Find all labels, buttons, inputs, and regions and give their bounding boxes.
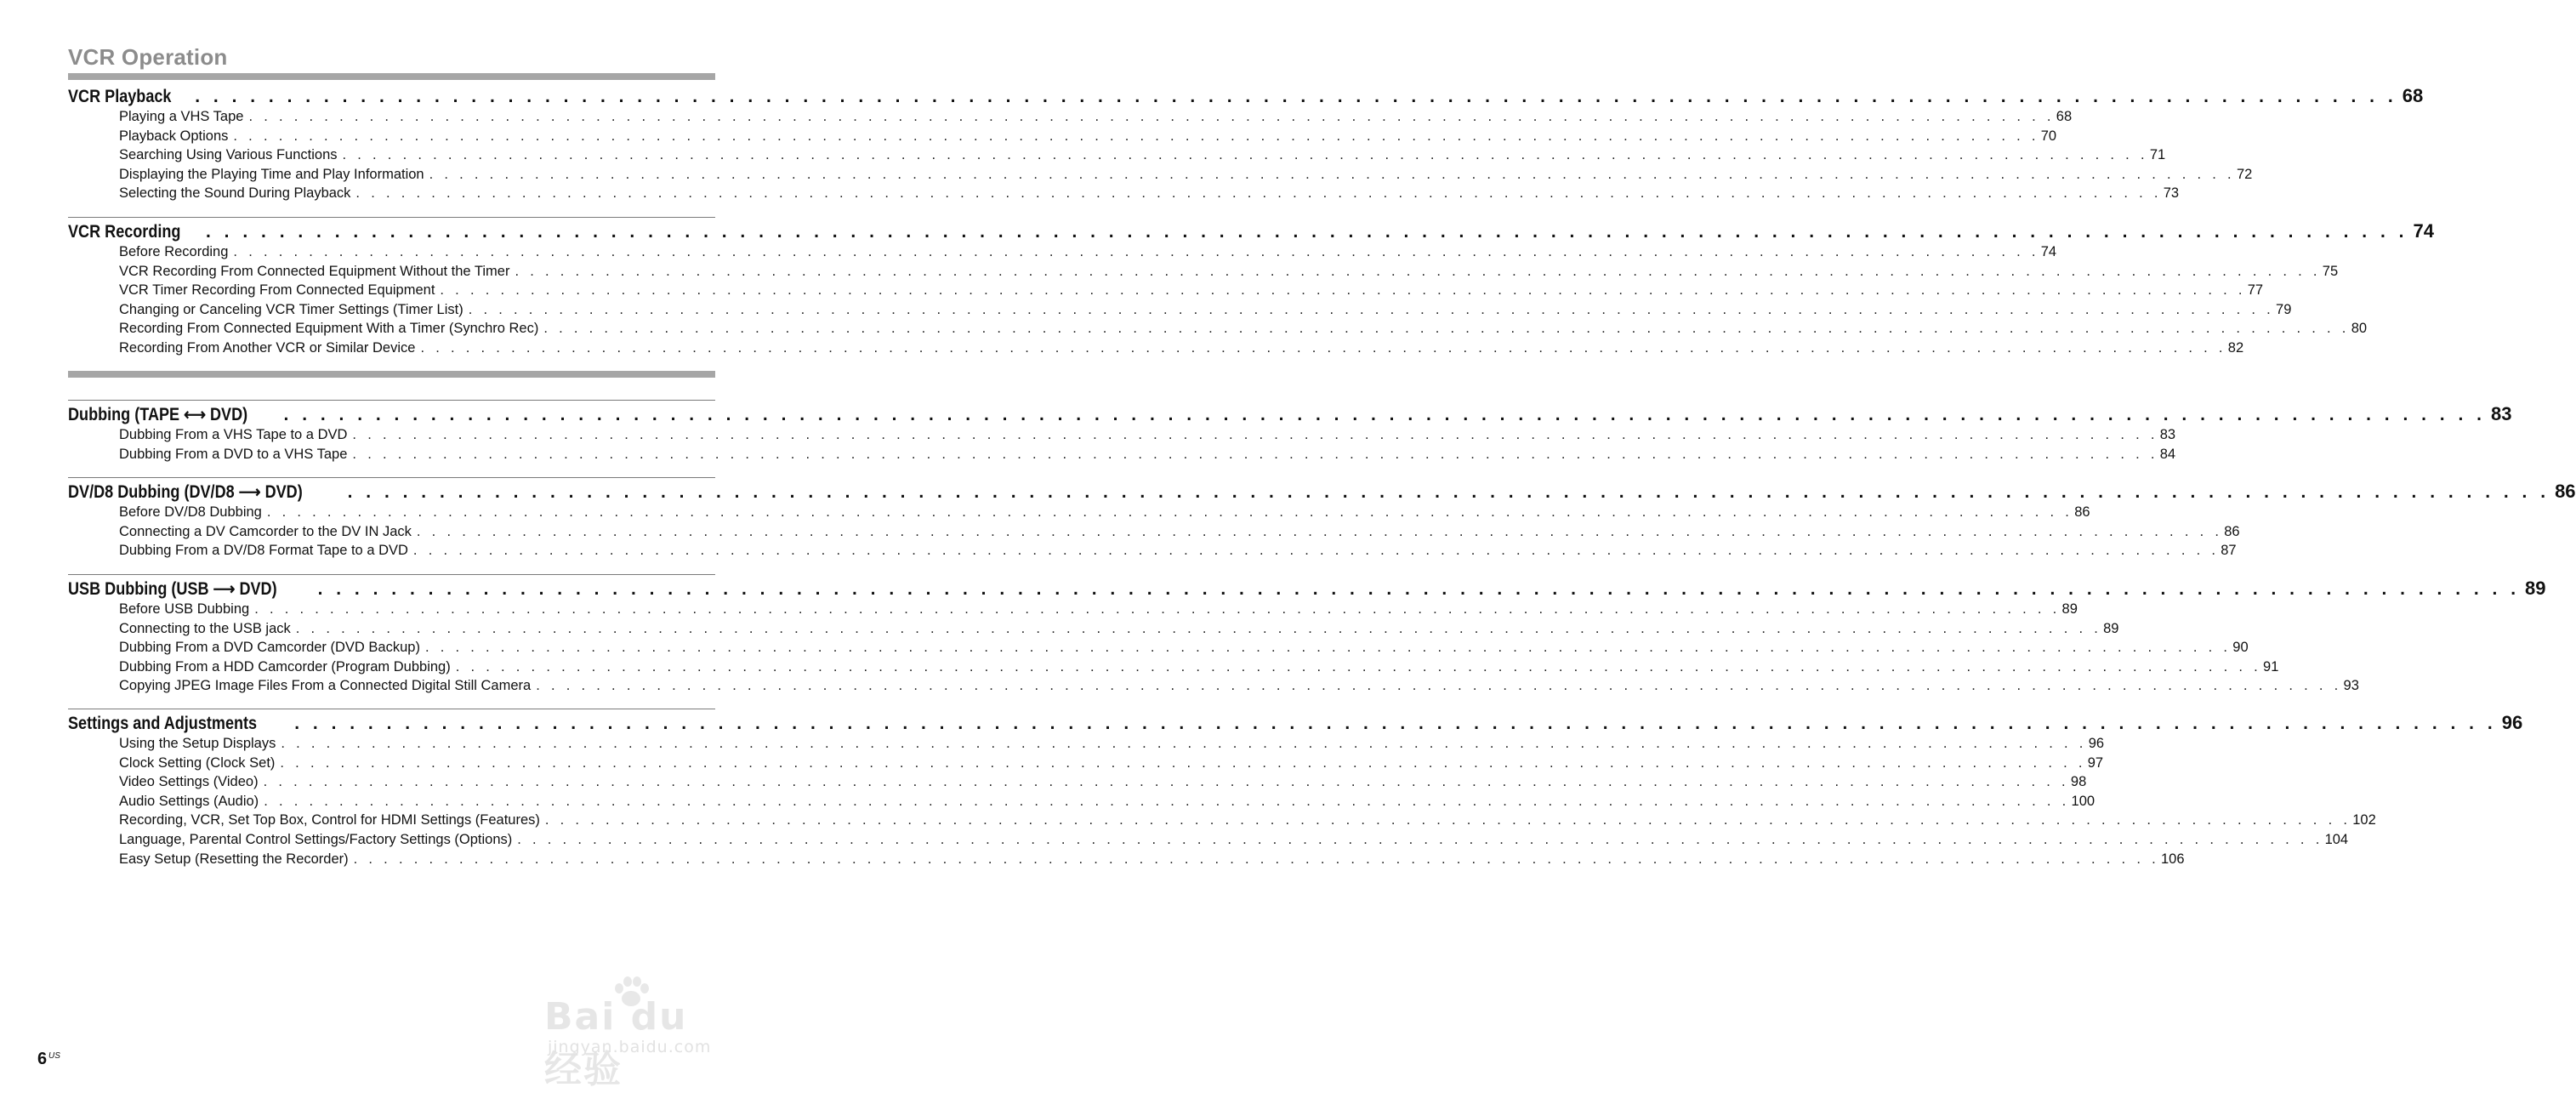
entry-label: Copying JPEG Image Files From a Connected Digital Still Camera	[119, 678, 532, 694]
dot-leader: . . . . . . . . . . . . . . . . . . . . . . . . . . . . . . . . . . . . . . . . . . . . . . . . . . . . . . . . . . . . . . . . . . . . . . . . . . . . . . . . . . . . . . . . . . . . . . . . . . . . . . . . . . . . . . . . . . . . . . . .	[254, 601, 2061, 617]
dot-leader: . . . . . . . . . . . . . . . . . . . . . . . . . . . . . . . . . . . . . . . . . . . . . . . . . . . . . . . . . . . . . . . . . . . . . . . . . . . . . . . . . . . . . . . . . . . . . . . . . . . . . . . . . . . . . . . . . . . . . . . .	[280, 754, 2086, 771]
entry-page: 82	[2227, 340, 2244, 356]
section-page: 74	[2413, 220, 2434, 242]
entry-label: Playing a VHS Tape	[119, 109, 244, 124]
section-page: 83	[2490, 403, 2512, 424]
entry-label: Selecting the Sound During Playback	[119, 185, 351, 202]
entry-page: 100	[2071, 793, 2095, 809]
toc-entry[interactable]	[119, 678, 2359, 697]
toc-entry[interactable]	[119, 504, 2090, 523]
dot-leader: . . . . . . . . . . . . . . . . . . . . . . . . . . . . . . . . . . . . . . . . . . . . . . . . . . . . . . . . . . . . . . . . . . . . . . . . . . . . . . . . . . . . . . . . . . . . . . . . . . . . . . . . . . . . . . . . . . . . . . . .	[355, 185, 2162, 202]
entry-page: 98	[2070, 774, 2087, 790]
section-title: USB Dubbing (USB ⟶ DVD)	[68, 579, 277, 599]
dot-leader: . . . . . . . . . . . . . . . . . . . . . . . . . . . . . . . . . . . . . . . . . . . . . . . . . . . . . . . . . . . . . . . . . . . . . . . . . . . . . . . . . . . . . . . . . . . . . . . . . . . . . . . . . . . . . . . . . . . . . . . .	[283, 405, 2486, 424]
entry-page: 106	[2160, 851, 2185, 867]
entry-page: 87	[2221, 543, 2237, 559]
entry-label: VCR Timer Recording From Connected Equipment	[119, 282, 435, 299]
toc-entry[interactable]	[119, 543, 2237, 561]
entry-label: VCR Recording From Connected Equipment Without the Timer	[119, 263, 510, 279]
dot-leader: . . . . . . . . . . . . . . . . . . . . . . . . . . . . . . . . . . . . . . . . . . . . . . . . . . . . . . . . . . . . . . . . . . . . . . . . . . . . . . . . . . . . . . . . . . . . . . . . . . . . . . . . . . . . . . . . . . . . . . . .	[263, 774, 2069, 790]
toc-entry[interactable]	[119, 523, 2240, 543]
entry-label: Connecting to the USB jack	[119, 620, 291, 636]
dot-leader: . . . . . . . . . . . . . . . . . . . . . . . . . . . . . . . . . . . . . . . . . . . . . . . . . . . . . . . . . . . . . . . . . . . . . . . . . . . . . . . . . . . . . . . . . . . . . . . . . . . . . . . . . . . . . . . . . . . . . . . .	[342, 147, 2148, 163]
section-rule	[68, 217, 715, 218]
dot-leader: . . . . . . . . . . . . . . . . . . . . . . . . . . . . . . . . . . . . . . . . . . . . . . . . . . . . . . . . . . . . . . . . . . . . . . . . . . . . . . . . . . . . . . . . . . . . . . . . . . . . . . . . . . . . . . . . . . . . . . . .	[347, 482, 2550, 502]
entry-page: 68	[2056, 109, 2073, 124]
toc-entry[interactable]	[119, 301, 2292, 321]
dot-leader: . . . . . . . . . . . . . . . . . . . . . . . . . . . . . . . . . . . . . . . . . . . . . . . . . . . . . . . . . . . . . . . . . . . . . . . . . . . . . . . . . . . . . . . . . . . . . . . . . . . . . . . . . . . . . . . . . . . . . . . .	[352, 427, 2158, 442]
entry-label: Before USB Dubbing	[119, 601, 250, 617]
section-page: 86	[2555, 481, 2576, 502]
entry-label: Language, Parental Control Settings/Factory Settings (Options)	[119, 832, 513, 847]
toc-entry[interactable]	[119, 640, 2249, 658]
entry-page: 77	[2247, 282, 2264, 299]
dot-leader: . . . . . . . . . . . . . . . . . . . . . . . . . . . . . . . . . . . . . . . . . . . . . . . . . . . . . . . . . . . . . . . . . . . . . . . . . . . . . . . . . . . . . . . . . . . . . . . . . . . . . . . . . . . . . . . . . . . . . . . .	[424, 640, 2232, 656]
section-page: 68	[2402, 85, 2424, 106]
entry-page: 73	[2163, 185, 2180, 202]
watermark	[544, 978, 723, 1091]
entry-page: 84	[2159, 446, 2176, 462]
toc-entry[interactable]	[119, 736, 2105, 754]
entry-page: 72	[2236, 166, 2253, 182]
toc-entry[interactable]	[119, 282, 2264, 301]
dot-leader: . . . . . . . . . . . . . . . . . . . . . . . . . . . . . . . . . . . . . . . . . . . . . . . . . . . . . . . . . . . . . . . . . . . . . . . . . . . . . . . . . . . . . . . . . . . . . . . . . . . . . . . . . . . . . . . . . . . . . . . .	[517, 832, 2323, 847]
toc-entry[interactable]	[119, 185, 2180, 204]
entry-label: Dubbing From a HDD Camcorder (Program Dubbing)	[119, 658, 451, 675]
toc-entry[interactable]	[119, 427, 2176, 446]
toc-entry[interactable]	[119, 340, 2244, 359]
entry-page: 102	[2352, 812, 2376, 828]
toc-entry[interactable]	[119, 754, 2104, 774]
dot-leader: . . . . . . . . . . . . . . . . . . . . . . . . . . . . . . . . . . . . . . . . . . . . . . . . . . . . . . . . . . . . . . . . . . . . . . . . . . . . . . . . . . . . . . . . . . . . . . . . . . . . . . . . . . . . . . . . . . . . . . . .	[416, 523, 2223, 539]
toc-entry[interactable]	[119, 812, 2376, 831]
entry-label: Audio Settings (Audio)	[119, 793, 259, 809]
toc-entry[interactable]	[119, 166, 2253, 185]
section-rule	[68, 574, 715, 575]
dot-leader: . . . . . . . . . . . . . . . . . . . . . . . . . . . . . . . . . . . . . . . . . . . . . . . . . . . . . . . . . . . . . . . . . . . . . . . . . . . . . . . . . . . . . . . . . . . . . . . . . . . . . . . . . . . . . . . . . . . . . . . .	[233, 128, 2039, 144]
entry-label: Using the Setup Displays	[119, 736, 276, 751]
dot-leader: . . . . . . . . . . . . . . . . . . . . . . . . . . . . . . . . . . . . . . . . . . . . . . . . . . . . . . . . . . . . . . . . . . . . . . . . . . . . . . . . . . . . . . . . . . . . . . . . . . . . . . . . . . . . . . . . . . . . . . . .	[248, 109, 2055, 124]
entry-label: Searching Using Various Functions	[119, 147, 338, 163]
section-page: 89	[2525, 578, 2546, 599]
section-heading[interactable]	[68, 85, 2424, 109]
entry-label: Dubbing From a VHS Tape to a DVD	[119, 427, 348, 442]
dot-leader: . . . . . . . . . . . . . . . . . . . . . . . . . . . . . . . . . . . . . . . . . . . . . . . . . . . . . . . . . . . . . . . . . . . . . . . . . . . . . . . . . . . . . . . . . . . . . . . . . . . . . . . . . . . . . . . . . . . . . . . .	[266, 504, 2073, 520]
entry-page: 86	[2074, 504, 2090, 520]
toc-entry[interactable]	[119, 128, 2057, 147]
entry-label: Displaying the Playing Time and Play Information	[119, 166, 424, 182]
toc-entry[interactable]	[119, 109, 2073, 128]
section-page: 96	[2501, 712, 2523, 733]
dot-leader: . . . . . . . . . . . . . . . . . . . . . . . . . . . . . . . . . . . . . . . . . . . . . . . . . . . . . . . . . . . . . . . . . . . . . . . . . . . . . . . . . . . . . . . . . . . . . . . . . . . . . . . . . . . . . . . . . . . . . . . .	[515, 263, 2321, 279]
entry-label: Connecting a DV Camcorder to the DV IN Jack	[119, 523, 412, 539]
part-title: VCR Operation	[68, 44, 228, 70]
toc-entry[interactable]	[119, 263, 2339, 282]
section-heading[interactable]	[68, 712, 2523, 736]
dot-leader: . . . . . . . . . . . . . . . . . . . . . . . . . . . . . . . . . . . . . . . . . . . . . . . . . . . . . . . . . . . . . . . . . . . . . . . . . . . . . . . . . . . . . . . . . . . . . . . . . . . . . . . . . . . . . . . . . . . . . . . .	[429, 166, 2235, 182]
section-title: VCR Playback	[68, 87, 172, 106]
section-heading[interactable]	[68, 481, 2576, 504]
entry-page: 86	[2224, 523, 2240, 539]
entry-page: 91	[2263, 658, 2279, 675]
section-rule	[68, 400, 715, 401]
entry-label: Clock Setting (Clock Set)	[119, 754, 276, 771]
entry-page: 90	[2232, 640, 2249, 656]
entry-page: 79	[2276, 301, 2292, 317]
watermark-logo: Bai du 经验	[544, 995, 688, 1091]
dot-leader: . . . . . . . . . . . . . . . . . . . . . . . . . . . . . . . . . . . . . . . . . . . . . . . . . . . . . . . . . . . . . . . . . . . . . . . . . . . . . . . . . . . . . . . . . . . . . . . . . . . . . . . . . . . . . . . . . . . . . . . .	[294, 714, 2497, 733]
entry-label: Before DV/D8 Dubbing	[119, 504, 262, 520]
section-title: Settings and Adjustments	[68, 714, 258, 733]
entry-page: 104	[2324, 832, 2349, 847]
section-heading[interactable]	[68, 578, 2546, 601]
dot-leader: . . . . . . . . . . . . . . . . . . . . . . . . . . . . . . . . . . . . . . . . . . . . . . . . . . . . . . . . . . . . . . . . . . . . . . . . . . . . . . . . . . . . . . . . . . . . . . . . . . . . . . . . . . . . . . . . . . . . . . . .	[264, 793, 2070, 809]
entry-page: 96	[2088, 736, 2105, 751]
toc-entry[interactable]	[119, 793, 2095, 812]
toc-entry[interactable]	[119, 244, 2057, 263]
entry-label: Playback Options	[119, 128, 229, 144]
watermark-url: jingyan.baidu.com	[548, 1038, 712, 1056]
dot-leader: . . . . . . . . . . . . . . . . . . . . . . . . . . . . . . . . . . . . . . . . . . . . . . . . . . . . . . . . . . . . . . . . . . . . . . . . . . . . . . . . . . . . . . . . . . . . . . . . . . . . . . . . . . . . . . . . . . . . . . . .	[353, 851, 2159, 867]
entry-page: 89	[2061, 601, 2078, 617]
section-rule	[68, 477, 715, 478]
entry-label: Recording From Connected Equipment With a Timer (Synchro Rec)	[119, 321, 539, 337]
section-title: Dubbing (TAPE ⟷ DVD)	[68, 405, 248, 424]
entry-label: Easy Setup (Resetting the Recorder)	[119, 851, 349, 867]
section-title: DV/D8 Dubbing (DV/D8 ⟶ DVD)	[68, 482, 303, 502]
entry-label: Before Recording	[119, 244, 229, 259]
dot-leader: . . . . . . . . . . . . . . . . . . . . . . . . . . . . . . . . . . . . . . . . . . . . . . . . . . . . . . . . . . . . . . . . . . . . . . . . . . . . . . . . . . . . . . . . . . . . . . . . . . . . . . . . . . . . . . . . . . . . . . . .	[295, 620, 2102, 636]
dot-leader: . . . . . . . . . . . . . . . . . . . . . . . . . . . . . . . . . . . . . . . . . . . . . . . . . . . . . . . . . . . . . . . . . . . . . . . . . . . . . . . . . . . . . . . . . . . . . . . . . . . . . . . . . . . . . . . . . . . . . . . .	[317, 579, 2521, 599]
section-title: VCR Recording	[68, 222, 181, 242]
dot-leader: . . . . . . . . . . . . . . . . . . . . . . . . . . . . . . . . . . . . . . . . . . . . . . . . . . . . . . . . . . . . . . . . . . . . . . . . . . . . . . . . . . . . . . . . . . . . . . . . . . . . . . . . . . . . . . . . . . . . . . . .	[281, 736, 2087, 751]
part-bar	[68, 73, 715, 80]
toc-entry[interactable]	[119, 620, 2119, 640]
dot-leader: . . . . . . . . . . . . . . . . . . . . . . . . . . . . . . . . . . . . . . . . . . . . . . . . . . . . . . . . . . . . . . . . . . . . . . . . . . . . . . . . . . . . . . . . . . . . . . . . . . . . . . . . . . . . . . . . . . . . . . . .	[544, 812, 2351, 828]
dot-leader: . . . . . . . . . . . . . . . . . . . . . . . . . . . . . . . . . . . . . . . . . . . . . . . . . . . . . . . . . . . . . . . . . . . . . . . . . . . . . . . . . . . . . . . . . . . . . . . . . . . . . . . . . . . . . . . . . . . . . . . .	[352, 446, 2158, 462]
page-number: 6	[37, 1050, 48, 1068]
page-suffix: US	[48, 1051, 60, 1061]
dot-leader: . . . . . . . . . . . . . . . . . . . . . . . . . . . . . . . . . . . . . . . . . . . . . . . . . . . . . . . . . . . . . . . . . . . . . . . . . . . . . . . . . . . . . . . . . . . . . . . . . . . . . . . . . . . . . . . . . . . . . . . .	[195, 87, 2397, 106]
entry-page: 70	[2040, 128, 2057, 144]
entry-label: Changing or Canceling VCR Timer Settings (Timer List)	[119, 301, 463, 317]
dot-leader: . . . . . . . . . . . . . . . . . . . . . . . . . . . . . . . . . . . . . . . . . . . . . . . . . . . . . . . . . . . . . . . . . . . . . . . . . . . . . . . . . . . . . . . . . . . . . . . . . . . . . . . . . . . . . . . . . . . . . . . .	[536, 678, 2342, 694]
dot-leader: . . . . . . . . . . . . . . . . . . . . . . . . . . . . . . . . . . . . . . . . . . . . . . . . . . . . . . . . . . . . . . . . . . . . . . . . . . . . . . . . . . . . . . . . . . . . . . . . . . . . . . . . . . . . . . . . . . . . . . . .	[206, 222, 2408, 242]
entry-page: 97	[2087, 754, 2104, 771]
entry-label: Recording, VCR, Set Top Box, Control for HDMI Settings (Features)	[119, 812, 540, 828]
dot-leader: . . . . . . . . . . . . . . . . . . . . . . . . . . . . . . . . . . . . . . . . . . . . . . . . . . . . . . . . . . . . . . . . . . . . . . . . . . . . . . . . . . . . . . . . . . . . . . . . . . . . . . . . . . . . . . . . . . . . . . . .	[455, 658, 2262, 675]
entry-page: 75	[2322, 263, 2339, 279]
dot-leader: . . . . . . . . . . . . . . . . . . . . . . . . . . . . . . . . . . . . . . . . . . . . . . . . . . . . . . . . . . . . . . . . . . . . . . . . . . . . . . . . . . . . . . . . . . . . . . . . . . . . . . . . . . . . . . . . . . . . . . . .	[468, 301, 2275, 317]
dot-leader: . . . . . . . . . . . . . . . . . . . . . . . . . . . . . . . . . . . . . . . . . . . . . . . . . . . . . . . . . . . . . . . . . . . . . . . . . . . . . . . . . . . . . . . . . . . . . . . . . . . . . . . . . . . . . . . . . . . . . . . .	[420, 340, 2226, 356]
section-heading[interactable]	[68, 220, 2434, 244]
toc-entry[interactable]	[119, 851, 2185, 870]
toc-entry[interactable]	[119, 147, 2166, 166]
entry-page: 93	[2343, 678, 2359, 694]
entry-page: 80	[2351, 321, 2368, 337]
dot-leader: . . . . . . . . . . . . . . . . . . . . . . . . . . . . . . . . . . . . . . . . . . . . . . . . . . . . . . . . . . . . . . . . . . . . . . . . . . . . . . . . . . . . . . . . . . . . . . . . . . . . . . . . . . . . . . . . . . . . . . . .	[440, 282, 2246, 299]
dot-leader: . . . . . . . . . . . . . . . . . . . . . . . . . . . . . . . . . . . . . . . . . . . . . . . . . . . . . . . . . . . . . . . . . . . . . . . . . . . . . . . . . . . . . . . . . . . . . . . . . . . . . . . . . . . . . . . . . . . . . . . .	[412, 543, 2220, 559]
toc-entry[interactable]	[119, 446, 2176, 465]
entry-label: Video Settings (Video)	[119, 774, 259, 790]
section-heading[interactable]	[68, 403, 2512, 427]
toc-entry[interactable]	[119, 601, 2078, 620]
entry-page: 74	[2040, 244, 2057, 259]
entry-page: 83	[2159, 427, 2176, 442]
entry-label: Dubbing From a DVD to a VHS Tape	[119, 446, 348, 462]
entry-page: 89	[2103, 620, 2119, 636]
dot-leader: . . . . . . . . . . . . . . . . . . . . . . . . . . . . . . . . . . . . . . . . . . . . . . . . . . . . . . . . . . . . . . . . . . . . . . . . . . . . . . . . . . . . . . . . . . . . . . . . . . . . . . . . . . . . . . . . . . . . . . . .	[233, 244, 2039, 259]
toc-entry[interactable]	[119, 832, 2349, 851]
entry-page: 71	[2149, 147, 2166, 163]
part-bar-bottom	[68, 371, 715, 378]
entry-label: Recording From Another VCR or Similar Device	[119, 340, 416, 356]
toc-entry[interactable]	[119, 774, 2087, 793]
toc-entry[interactable]	[119, 658, 2279, 678]
entry-label: Dubbing From a DVD Camcorder (DVD Backup)	[119, 640, 420, 656]
toc-entry[interactable]	[119, 321, 2368, 339]
dot-leader: . . . . . . . . . . . . . . . . . . . . . . . . . . . . . . . . . . . . . . . . . . . . . . . . . . . . . . . . . . . . . . . . . . . . . . . . . . . . . . . . . . . . . . . . . . . . . . . . . . . . . . . . . . . . . . . . . . . . . . . .	[543, 321, 2350, 337]
entry-label: Dubbing From a DV/D8 Format Tape to a DVD	[119, 543, 408, 559]
